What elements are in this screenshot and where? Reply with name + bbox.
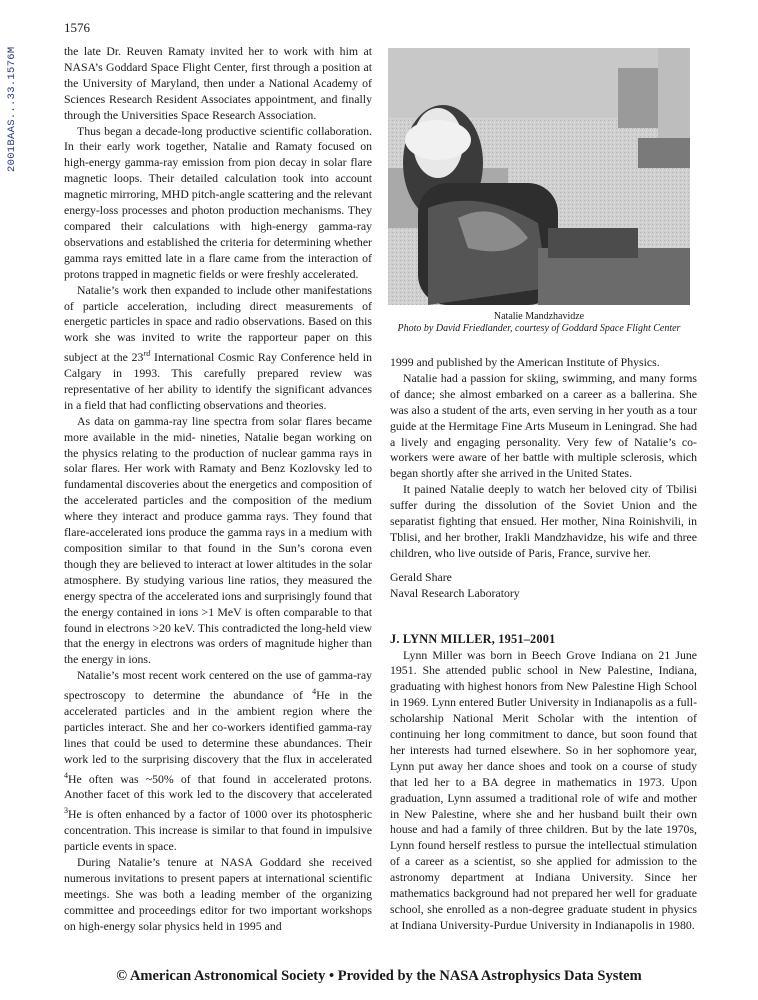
paragraph: 1999 and published by the American Institute of Physics. — [390, 355, 660, 369]
author-affiliation: Naval Research Laboratory — [390, 585, 520, 600]
section-heading: J. LYNN MILLER, 1951–2001 — [390, 631, 556, 646]
bibcode-stamp: 2001BAAS...33.1576M — [6, 46, 18, 172]
paragraph: Lynn Miller was born in Beech Grove Indiana on 21 June 1951. She attended public school in New Palestine, Indiana, graduating with highest honors from New Palestine High School in 1969. Lynn entered Butler University in Indianapolis as a full-scholarship National Merit Scholar with the intention of continuing her long commitment to dance, but soon found that her interests had turned elsewhere. So in her sophomore year, Lynn put away her dance shoes and took on a course of study that led her to a BA degree in mathematics in 1973. Upon graduation, Lynn assumed a traditional role of wife and mother in New Palestine, where she and her husband built their own house and had a family of three children. But by the late 1970s, Lynn found herself restless to pursue the intellectual stimulation of a career as a scientist, so she applied for admission to the astronomy department at Indiana University. Since her mathematics background had not prepared her well for graduate school, she enrolled as a non-degree graduate student in physics at Indiana University-Purdue University in Indianapolis in 1980. — [390, 647, 697, 932]
author-name: Gerald Share — [390, 569, 452, 584]
portrait-photo — [388, 48, 690, 305]
paragraph: Natalie had a passion for skiing, swimming, and many forms of dance; she almost embarked on a career as a ballerina. She was also a student of the arts, even serving in her youth as a tour guide at the Hermitage Fine Arts Museum in Leningrad. She had a lively and engaging personality. Very few of Natalie’s co-workers were aware of her battle with multiple sclerosis, which began shortly after she arrived in the United States. — [390, 370, 697, 481]
paragraph: the late Dr. Reuven Ramaty invited her to work with him at NASA’s Goddard Space Flight Center, first through a position at the University of Maryland, then under a National Academy of Sciences Research Resident Associates appointment, and finally through the Universities Space Research Association. — [64, 44, 372, 122]
photo-caption-name: Natalie Mandzhavidze — [493, 311, 585, 322]
right-column — [390, 355, 697, 932]
footer-credit: © American Astronomical Society • Provided by the NASA Astrophysics Data System — [116, 968, 642, 984]
paragraph: Natalie’s most recent work centered on the use of gamma-ray spectroscopy to determine the abundance of $^4$He in the accelerated particles and in the ambient region where the particles interact. She and her co-workers identified gamma-ray lines that could be used to determine these abundances. Their work led to the surprising discovery that the flux in accelerated $^4$He often was ~50% of that found in accelerated protons. Another facet of this work led to the discovery that accelerated $^3$He is often enhanced by a factor of 1000 over its photospheric concentration. This increase is similar to that found in impulsive particle events in space. — [64, 668, 372, 854]
paragraph: Thus began a decade-long productive scientific collaboration. In their early work together, Natalie and Ramaty focused on high-energy gamma-ray emission from pion decay in solar flare magnetic loops. Their detailed calculation took into account magnetic mirroring, MHD pitch-angle scattering and the relevant energy-loss processes and photon production mechanisms. They compared their calculations with high-energy gamma-ray observations and established the criteria for determining whether gamma rays emitted late in a flare came from the interaction of protons trapped in magnetic fields or were freshly accelerated. — [64, 123, 372, 281]
paragraph: As data on gamma-ray line spectra from solar flares became more available in the mid- nineties, Natalie began working on the physics relating to the production of nuclear gamma rays in solar flares. Her work with Ramaty and Benz Kozlovsky led to fundamental discoveries about the energetics and composition of the accelerated particles and the composition of the medium where they interact and produce gamma rays. They found that flare-accelerated ions produce the gamma rays in a medium with composition similar to that found in the Sun’s corona even though they are believed to interact at lower altitudes in the solar atmosphere. By studying various line ratios, they measured the energy spectra of the accelerated ions and surprisingly found that the energy contained in ions >1 MeV is often comparable to that found in electrons >20 keV. This contradicted the long-held view that the energy in electrons was orders of magnitude higher than the energy in ions. — [64, 413, 372, 667]
left-column — [64, 44, 372, 933]
page-number: 1576 — [64, 20, 90, 35]
paragraph: During Natalie’s tenure at NASA Goddard she received numerous invitations to present papers at international scientific meetings. She was both a leading member of the organizing committee and proceedings editor for two important workshops on high-energy solar physics held in 1995 and — [64, 855, 372, 933]
photo-caption-credit: Photo by David Friedlander, courtesy of Goddard Space Flight Center — [397, 323, 681, 334]
paragraph: Natalie’s work then expanded to include other manifestations of particle acceleration, including direct measurements of energetic particles in space and radio observations. Based on this work she was invited to write the rapporteur paper on this subject at the 23rd International Cosmic Ray Conference held in Calgary in 1993. This carefully prepared review was representative of her ability to identify the significant advances in a field that had conflicting observations and theories. — [64, 282, 372, 412]
paragraph: It pained Natalie deeply to watch her beloved city of Tbilisi suffer during the dissolution of the Soviet Union and the separatist fighting that ensued. Her mother, Nina Roinishvili, in Tblisi, and her brother, Irakli Mandzhavidze, his wife and three children, who live outside of Paris, France, survive her. — [390, 482, 697, 560]
